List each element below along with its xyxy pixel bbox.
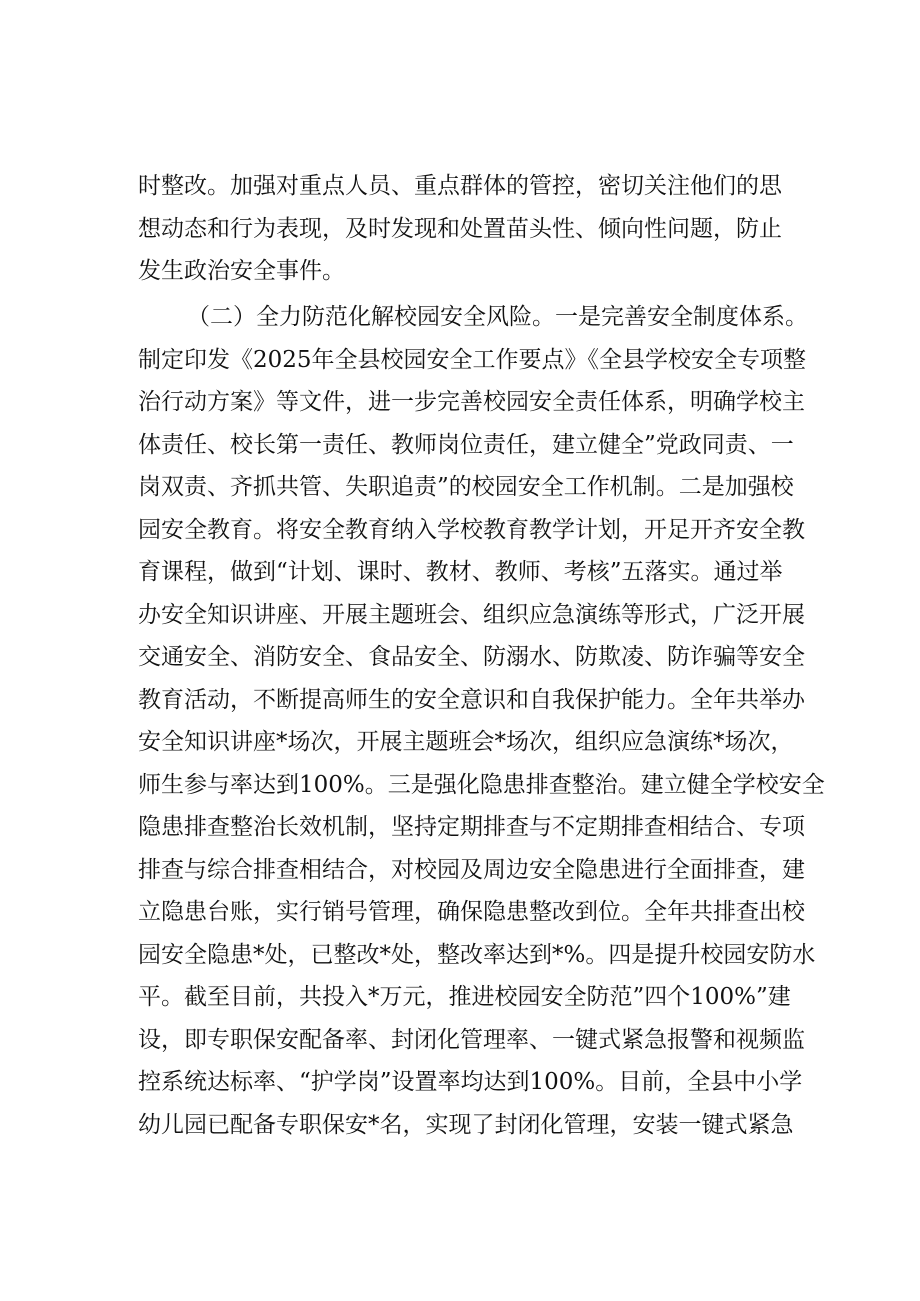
text-line: 交通安全、消防安全、食品安全、防溺水、防欺凌、防诈骗等安全 <box>138 644 805 670</box>
text-line: 体责任、校长第一责任、教师岗位责任，建立健全”党政同责、一 <box>138 432 794 458</box>
text-line: 治行动方案》等文件，进一步完善校园安全责任体系，明确学校主 <box>138 389 805 415</box>
text-line: 教育活动，不断提高师生的安全意识和自我保护能力。全年共举办 <box>138 687 805 713</box>
text-line: 发生政治安全事件。 <box>138 258 345 284</box>
text-line: 控系统达标率、“护学岗”设置率均达到100%。目前，全县中小学 <box>138 1069 803 1095</box>
text-line: 园安全隐患*处，已整改*处，整改率达到*%。四是提升校园安防水 <box>138 942 816 968</box>
text-line: 平。截至目前，共投入*万元，推进校园安全防范”四个100%”建 <box>138 984 791 1010</box>
text-line: 制定印发《2025年全县校园安全工作要点》《全县学校安全专项整 <box>138 347 807 373</box>
text-line: 想动态和行为表现，及时发现和处置苗头性、倾向性问题，防止 <box>138 216 782 242</box>
text-line: 排查与综合排查相结合，对校园及周边安全隐患进行全面排查，建 <box>138 857 805 883</box>
text-line: 园安全教育。将安全教育纳入学校教育教学计划，开足开齐安全教 <box>138 517 805 543</box>
text-line: 师生参与率达到100%。三是强化隐患排查整治。建立健全学校安全 <box>138 772 825 798</box>
text-line: 岗双责、齐抓共管、失职追责”的校园安全工作机制。二是加强校 <box>138 474 794 500</box>
text-line: 安全知识讲座*场次，开展主题班会*场次，组织应急演练*场次， <box>138 729 794 755</box>
text-line: 办安全知识讲座、开展主题班会、组织应急演练等形式，广泛开展 <box>138 602 805 628</box>
text-line: 立隐患台账，实行销号管理，确保隐患整改到位。全年共排查出校 <box>138 899 805 925</box>
text-line: 隐患排查整治长效机制，坚持定期排查与不定期排查相结合、专项 <box>138 814 805 840</box>
text-line: 时整改。加强对重点人员、重点群体的管控，密切关注他们的思 <box>138 173 782 199</box>
text-line: 设，即专职保安配备率、封闭化管理率、一键式紧急报警和视频监 <box>138 1027 805 1053</box>
paragraph-heading-line: （二）全力防范化解校园安全风险。一是完善安全制度体系。 <box>187 304 808 330</box>
text-line: 幼儿园已配备专职保安*名，实现了封闭化管理，安装一键式紧急 <box>138 1112 794 1138</box>
text-line: 育课程，做到“计划、课时、教材、教师、考核”五落实。通过举 <box>138 559 783 585</box>
